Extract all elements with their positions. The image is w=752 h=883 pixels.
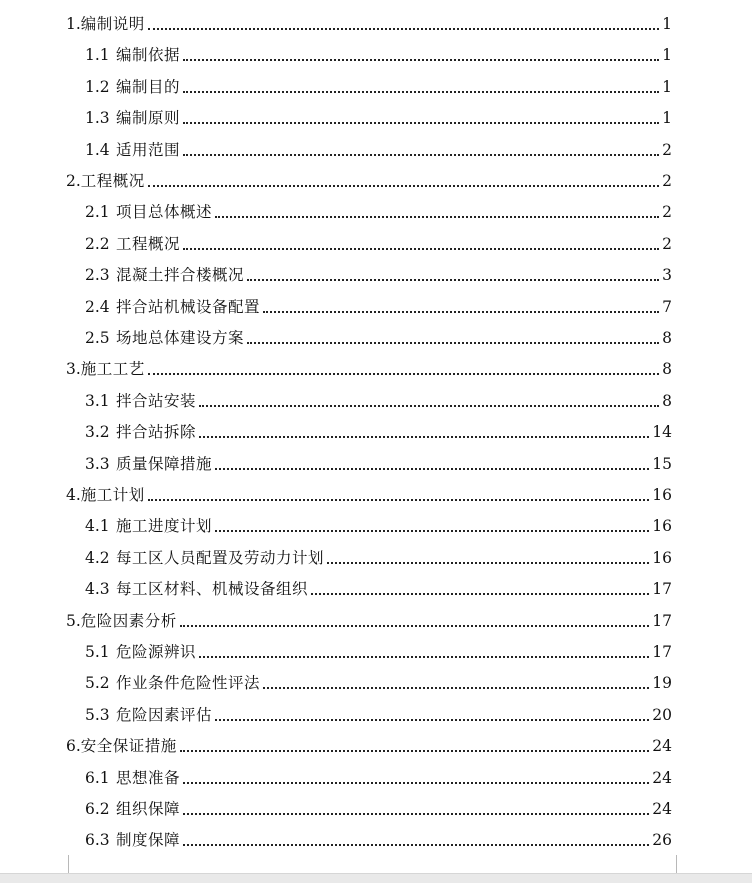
toc-entry-title: 适用范围: [116, 140, 181, 159]
toc-dot-leader: [148, 28, 659, 30]
toc-entry-number: 5.1: [85, 643, 110, 661]
toc-entry-title: 拌合站拆除: [116, 423, 197, 442]
toc-entry-number: 3.3: [85, 454, 110, 473]
toc-chapter-entry[interactable]: [66, 14, 672, 34]
toc-entry-title: 混凝土拌合楼概况: [116, 266, 245, 285]
toc-page-number: 17: [652, 611, 672, 630]
toc-page-number: 3: [662, 266, 672, 285]
toc-dot-leader: [183, 122, 659, 124]
toc-dot-leader: [180, 625, 649, 627]
toc-entry-title: 施工工艺: [80, 360, 145, 379]
toc-entry-title: 组织保障: [116, 800, 181, 818]
toc-entry-number: 1.: [66, 15, 81, 33]
toc-dot-leader: [311, 593, 649, 595]
toc-dot-leader: [215, 216, 659, 218]
toc-page-number: 1: [662, 77, 672, 96]
page-bottom-edge: [0, 873, 752, 883]
toc-entry-title: 工程概况: [116, 234, 181, 253]
toc-section-entry[interactable]: [85, 673, 672, 693]
toc-entry-number: 3.2: [85, 423, 110, 442]
toc-entry-title: 编制原则: [116, 109, 181, 128]
toc-chapter-entry[interactable]: [66, 736, 672, 756]
toc-page-number: 16: [652, 548, 672, 567]
toc-entry-number: 6.: [66, 737, 81, 756]
toc-entry-number: 1.4: [85, 140, 110, 159]
toc-page-number: 15: [652, 454, 672, 473]
toc-dot-leader: [183, 248, 659, 250]
toc-entry-title: 场地总体建设方案: [116, 329, 245, 347]
toc-entry-title: 施工计划: [80, 486, 145, 504]
toc-entry-title: 每工区材料、机械设备组织: [116, 580, 309, 599]
toc-section-entry[interactable]: [85, 297, 672, 317]
toc-section-entry[interactable]: [85, 642, 672, 662]
toc-page-number: 8: [662, 329, 672, 347]
toc-dot-leader: [215, 530, 649, 532]
toc-dot-leader: [148, 185, 659, 187]
toc-entry-title: 编制目的: [116, 77, 181, 96]
toc-page-number: 1: [662, 109, 672, 128]
toc-dot-leader: [327, 562, 649, 564]
toc-entry-title: 危险因素评估: [116, 705, 213, 724]
toc-section-entry[interactable]: [85, 705, 672, 725]
toc-entry-number: 6.2: [85, 800, 110, 818]
toc-entry-title: 拌合站机械设备配置: [116, 297, 261, 316]
toc-page-number: 17: [652, 643, 672, 661]
toc-dot-leader: [183, 844, 649, 846]
toc-page-number: 1: [662, 46, 672, 65]
toc-section-entry[interactable]: [85, 265, 672, 285]
toc-dot-leader: [183, 91, 659, 93]
toc-entry-number: 5.3: [85, 705, 110, 724]
toc-dot-leader: [263, 687, 649, 689]
toc-section-entry[interactable]: [85, 422, 672, 442]
toc-section-entry[interactable]: [85, 548, 672, 568]
toc-page-number: 1: [662, 15, 672, 33]
toc-dot-leader: [215, 719, 649, 721]
toc-section-entry[interactable]: [85, 454, 672, 474]
toc-dot-leader: [263, 311, 659, 313]
toc-entry-number: 2.5: [85, 329, 110, 347]
toc-entry-number: 4.1: [85, 517, 110, 536]
toc-page-number: 26: [652, 831, 672, 850]
toc-entry-title: 危险源辨识: [116, 643, 197, 661]
toc-entry-number: 4.: [66, 486, 81, 504]
toc-entry-number: 5.: [66, 611, 81, 630]
toc-dot-leader: [148, 373, 659, 375]
toc-entry-number: 2.2: [85, 234, 110, 253]
toc-entry-title: 思想准备: [116, 768, 181, 787]
toc-entry-title: 项目总体概述: [116, 203, 213, 222]
toc-page-number: 2: [662, 203, 672, 222]
toc-entry-title: 拌合站安装: [116, 391, 197, 410]
toc-dot-leader: [215, 468, 649, 470]
toc-section-entry[interactable]: [85, 516, 672, 536]
toc-section-entry[interactable]: [85, 579, 672, 599]
toc-page-number: 7: [662, 297, 672, 316]
toc-entry-title: 危险因素分析: [80, 611, 177, 630]
toc-entry-number: 2.4: [85, 297, 110, 316]
toc-entry-number: 1.2: [85, 77, 110, 96]
toc-entry-title: 施工进度计划: [116, 517, 213, 536]
toc-entry-number: 3.1: [85, 391, 110, 410]
toc-section-entry[interactable]: [85, 234, 672, 254]
toc-entry-number: 2.3: [85, 266, 110, 285]
toc-entry-title: 安全保证措施: [80, 737, 177, 756]
toc-section-entry[interactable]: [85, 140, 672, 160]
toc-entry-title: 每工区人员配置及劳动力计划: [116, 548, 325, 567]
toc-section-entry[interactable]: [85, 108, 672, 128]
toc-section-entry[interactable]: [85, 799, 672, 819]
toc-entry-title: 编制说明: [80, 15, 145, 33]
toc-page-number: 2: [662, 172, 672, 190]
toc-dot-leader: [183, 813, 649, 815]
toc-entry-number: 1.3: [85, 109, 110, 128]
toc-section-entry[interactable]: [85, 830, 672, 850]
toc-section-entry[interactable]: [85, 391, 672, 411]
toc-page-number: 8: [662, 391, 672, 410]
toc-page-number: 2: [662, 234, 672, 253]
toc-entry-number: 2.: [66, 172, 81, 190]
toc-entry-title: 工程概况: [80, 172, 145, 190]
toc-dot-leader: [183, 154, 659, 156]
toc-entry-number: 2.1: [85, 203, 110, 222]
toc-page-number: 14: [652, 423, 672, 442]
toc-entry-title: 质量保障措施: [116, 454, 213, 473]
toc-chapter-entry[interactable]: [66, 611, 672, 631]
toc-entry-title: 作业条件危险性评法: [116, 674, 261, 693]
toc-page-number: 24: [652, 800, 672, 818]
toc-dot-leader: [183, 59, 659, 61]
toc-page-number: 24: [652, 768, 672, 787]
toc-entry-title: 制度保障: [116, 831, 181, 850]
toc-page-number: 8: [662, 360, 672, 379]
toc-entry-number: 4.2: [85, 548, 110, 567]
toc-dot-leader: [183, 782, 649, 784]
toc-section-entry[interactable]: [85, 768, 672, 788]
toc-page-number: 16: [652, 486, 672, 504]
toc-entry-title: 编制依据: [116, 46, 181, 65]
toc-section-entry[interactable]: [85, 202, 672, 222]
toc-dot-leader: [199, 436, 649, 438]
toc-entry-number: 5.2: [85, 674, 110, 693]
toc-dot-leader: [199, 405, 659, 407]
toc-dot-leader: [148, 499, 649, 501]
toc-entry-number: 1.1: [85, 46, 110, 65]
toc-page-number: 16: [652, 517, 672, 536]
toc-chapter-entry[interactable]: [66, 359, 672, 379]
toc-chapter-entry[interactable]: [66, 485, 672, 505]
toc-section-entry[interactable]: [85, 45, 672, 65]
toc-page-number: 19: [652, 674, 672, 693]
toc-page-number: 2: [662, 140, 672, 159]
toc-page-number: 17: [652, 580, 672, 599]
toc-page-number: 24: [652, 737, 672, 756]
toc-dot-leader: [247, 279, 659, 281]
toc-entry-number: 4.3: [85, 580, 110, 599]
toc-dot-leader: [199, 656, 649, 658]
toc-page-number: 20: [652, 705, 672, 724]
toc-chapter-entry[interactable]: [66, 171, 672, 191]
toc-entry-number: 6.3: [85, 831, 110, 850]
toc-entry-number: 3.: [66, 360, 81, 379]
toc-section-entry[interactable]: [85, 77, 672, 97]
toc-dot-leader: [180, 750, 649, 752]
toc-section-entry[interactable]: [85, 328, 672, 348]
toc-entry-number: 6.1: [85, 768, 110, 787]
toc-dot-leader: [247, 342, 659, 344]
